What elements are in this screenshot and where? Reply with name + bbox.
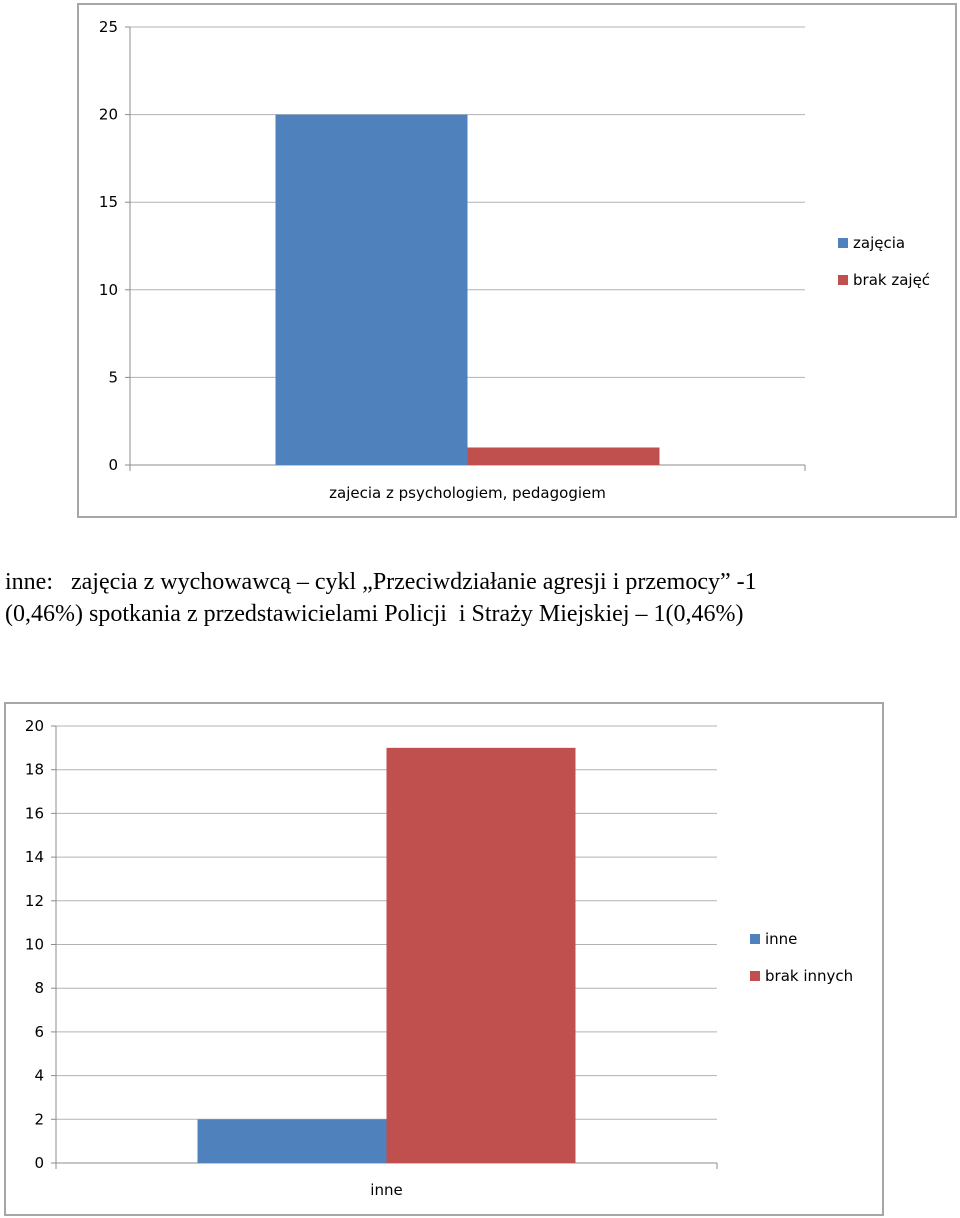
legend-swatch-inne: [750, 934, 760, 944]
y-tick-label-25: 25: [98, 18, 118, 36]
chart-other-activities: [4, 702, 884, 1216]
legend-swatch-zajecia: [838, 238, 848, 248]
y-tick-label-0: 0: [34, 1154, 44, 1172]
y-tick-label-16: 16: [24, 804, 44, 823]
y-tick-label-8: 8: [34, 979, 44, 998]
y-tick-label-10: 10: [98, 280, 118, 299]
caption-line-2: (0,46%) spotkania z przedstawicielami Policji i Straży Miejskiej – 1(0,46%): [5, 601, 744, 627]
legend-label-zajecia: zajęcia: [853, 234, 906, 252]
y-tick-label-15: 15: [98, 193, 118, 212]
chart-1-svg: [79, 5, 955, 516]
y-tick-label-20: 20: [98, 105, 118, 124]
chart-psychologist-sessions: [77, 3, 957, 518]
y-tick-label-14: 14: [24, 848, 44, 867]
y-tick-label-20: 20: [24, 717, 44, 735]
y-tick-label-2: 2: [34, 1110, 44, 1129]
legend-swatch-brak-innych: [750, 971, 760, 981]
legend-label-inne: inne: [765, 930, 798, 948]
y-tick-label-0: 0: [108, 456, 118, 474]
legend-label-brak-zajec: brak zajęć: [853, 271, 931, 289]
caption-line-1: inne: zajęcia z wychowawcą – cykl „Przeciwdziałanie agresji i przemocy” -1: [5, 569, 757, 595]
y-tick-label-6: 6: [34, 1022, 44, 1041]
x-category-label: inne: [370, 1181, 403, 1199]
y-tick-label-18: 18: [24, 760, 44, 779]
x-category-label: zajecia z psychologiem, pedagogiem: [329, 484, 606, 502]
y-tick-label-12: 12: [24, 891, 44, 910]
bar-brak-innych: [387, 748, 576, 1163]
legend-swatch-brak-zajec: [838, 275, 848, 285]
bar-inne: [198, 1119, 387, 1163]
y-tick-label-10: 10: [24, 935, 44, 954]
bar-brak-zajec: [468, 447, 660, 465]
chart-2-svg: [6, 704, 882, 1214]
caption-other-activities: [5, 566, 955, 630]
y-tick-label-4: 4: [34, 1066, 44, 1085]
legend-label-brak-innych: brak innych: [765, 967, 854, 985]
bar-zajecia: [276, 115, 468, 465]
y-tick-label-5: 5: [108, 368, 118, 387]
